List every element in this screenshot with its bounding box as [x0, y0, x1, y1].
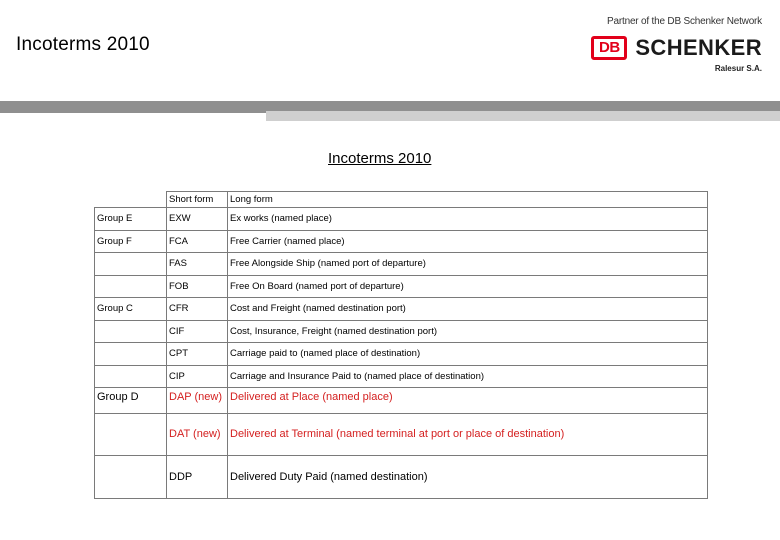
group-cell: Group D: [95, 388, 167, 414]
long-form-cell: Free Carrier (named place): [228, 230, 708, 253]
short-form-cell-new: DAT (new): [167, 413, 228, 456]
table-row: [95, 365, 708, 388]
table-row: [95, 343, 708, 366]
table-row: [95, 275, 708, 298]
group-cell: [95, 413, 167, 456]
table-row: [95, 320, 708, 343]
db-logo-icon: DB: [591, 36, 627, 60]
table-row: [95, 388, 708, 414]
schenker-wordmark: SCHENKER: [635, 35, 762, 60]
short-form-cell: FAS: [167, 253, 228, 276]
slide-title: Incoterms 2010: [16, 34, 150, 55]
group-cell: Group E: [95, 208, 167, 231]
header-cell-group: [95, 192, 167, 208]
table-row: [95, 230, 708, 253]
long-form-cell-new: Delivered at Terminal (named terminal at port or place of destination): [228, 413, 708, 456]
db-schenker-logo: [582, 16, 762, 73]
partner-tagline: Partner of the DB Schenker Network: [607, 16, 762, 27]
incoterms-table: [94, 191, 708, 499]
table-row: [95, 413, 708, 456]
logo-row: [582, 35, 762, 61]
long-form-cell: Carriage paid to (named place of destination): [228, 343, 708, 366]
long-form-cell: Cost, Insurance, Freight (named destination port): [228, 320, 708, 343]
group-cell: Group C: [95, 298, 167, 321]
table-row: [95, 298, 708, 321]
table-row: [95, 253, 708, 276]
short-form-cell: DDP: [167, 456, 228, 499]
short-form-cell: CIF: [167, 320, 228, 343]
short-form-cell: EXW: [167, 208, 228, 231]
group-cell: [95, 365, 167, 388]
long-form-cell: Cost and Freight (named destination port): [228, 298, 708, 321]
table-row: [95, 208, 708, 231]
document-title: Incoterms 2010: [328, 150, 432, 167]
group-cell: [95, 320, 167, 343]
group-cell: [95, 275, 167, 298]
short-form-cell: CFR: [167, 298, 228, 321]
long-form-cell: Free Alongside Ship (named port of departure): [228, 253, 708, 276]
group-cell: [95, 456, 167, 499]
header-cell-long-form: Long form: [228, 192, 708, 208]
long-form-cell: Free On Board (named port of departure): [228, 275, 708, 298]
long-form-cell: Carriage and Insurance Paid to (named place of destination): [228, 365, 708, 388]
group-cell: [95, 253, 167, 276]
long-form-cell: Delivered Duty Paid (named destination): [228, 456, 708, 499]
header-divider-band-light: [266, 111, 780, 121]
short-form-cell: FOB: [167, 275, 228, 298]
header-cell-short-form: Short form: [167, 192, 228, 208]
long-form-cell: Ex works (named place): [228, 208, 708, 231]
group-cell: [95, 343, 167, 366]
short-form-cell: FCA: [167, 230, 228, 253]
short-form-cell-new: DAP (new): [167, 388, 228, 414]
table-header-row: [95, 192, 708, 208]
short-form-cell: CIP: [167, 365, 228, 388]
short-form-cell: CPT: [167, 343, 228, 366]
long-form-cell-new: Delivered at Place (named place): [228, 388, 708, 414]
table-row: [95, 456, 708, 499]
group-cell: Group F: [95, 230, 167, 253]
company-subtitle: Ralesur S.A.: [714, 64, 762, 73]
